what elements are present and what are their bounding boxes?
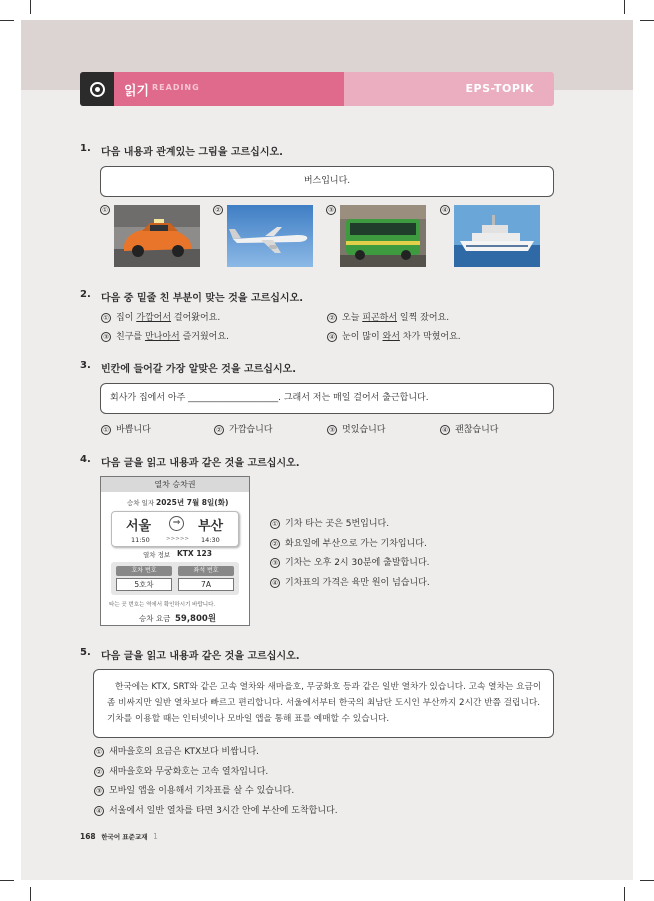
question-prompt: 다음 글을 읽고 내용과 같은 것을 고르십시오. xyxy=(101,458,300,469)
reading-icon xyxy=(80,72,114,106)
page-footer xyxy=(80,832,158,841)
crop-mark xyxy=(0,20,14,21)
car-number: 5호차 xyxy=(116,578,172,591)
question-number: 1. xyxy=(80,143,91,154)
fare-label: 승차 요금 xyxy=(139,614,171,623)
train-label: 열차 정보 xyxy=(143,551,171,559)
arrive-time: 14:30 xyxy=(201,536,220,544)
car-label: 호차 번호 xyxy=(116,566,172,576)
section-header xyxy=(80,72,554,106)
option-mark[interactable]: ④ xyxy=(440,205,455,215)
question-number: 3. xyxy=(80,360,91,371)
answer-option[interactable]: ③ 모바일 앱을 이용해서 기차표를 살 수 있습니다. xyxy=(94,783,294,796)
crop-mark xyxy=(624,0,625,14)
ship-picture[interactable] xyxy=(454,205,540,267)
answer-option[interactable]: ① 집이 가깝어서 걸어왔어요. xyxy=(101,310,220,323)
depart-time: 11:50 xyxy=(131,536,150,544)
answer-option[interactable]: ① 바쁩니다 xyxy=(101,422,151,435)
option-mark[interactable]: ③ xyxy=(326,205,341,215)
to-city: 부산 xyxy=(198,519,224,534)
crop-mark xyxy=(640,880,654,881)
platform-note: 타는 곳 번호는 역에서 확인하시기 바랍니다. xyxy=(109,602,216,608)
question-number: 4. xyxy=(80,454,91,465)
ticket-date: 2025년 7월 8일(화) xyxy=(156,498,229,507)
train-info: KTX 123 xyxy=(177,549,212,558)
seat-number: 7A xyxy=(178,578,234,591)
book-title: 한국어 표준교재 xyxy=(101,833,148,841)
answer-option[interactable]: ④ 눈이 많이 와서 차가 막혔어요. xyxy=(327,329,461,342)
question-prompt: 빈칸에 들어갈 가장 알맞은 것을 고르십시오. xyxy=(101,364,297,375)
question-number: 5. xyxy=(80,647,91,658)
section-subtitle: READING xyxy=(152,83,200,92)
page-number: 168 xyxy=(80,832,96,841)
train-ticket xyxy=(100,476,250,626)
direction-dots: >>>>> xyxy=(166,536,190,542)
answer-option[interactable]: ④ 서울에서 일반 열차를 타면 3시간 안에 부산에 도착합니다. xyxy=(94,803,338,816)
question-prompt: 다음 중 밑줄 친 부분이 맞는 것을 고르십시오. xyxy=(101,293,304,304)
answer-option[interactable]: ① 기차 타는 곳은 5번입니다. xyxy=(270,516,389,529)
bus-picture[interactable] xyxy=(340,205,426,267)
section-title: 읽기 xyxy=(124,84,150,99)
answer-option[interactable]: ③ 친구를 만나아서 즐거웠어요. xyxy=(101,329,229,342)
route-card xyxy=(111,511,239,547)
airplane-picture[interactable] xyxy=(227,205,313,267)
answer-option[interactable]: ④ 기차표의 가격은 육만 원이 넘습니다. xyxy=(270,575,430,588)
question-prompt: 다음 내용과 관계있는 그림을 고르십시오. xyxy=(101,147,283,158)
ticket-title: 열차 승차권 xyxy=(101,477,249,492)
seat-panel xyxy=(111,562,239,595)
book-part: 1 xyxy=(153,832,158,841)
answer-option[interactable]: ④ 괜찮습니다 xyxy=(440,422,498,435)
from-city: 서울 xyxy=(126,519,152,534)
answer-option[interactable]: ② 가깝습니다 xyxy=(214,422,272,435)
crop-mark xyxy=(0,880,14,881)
reading-passage: 한국에는 KTX, SRT와 같은 고속 열차와 새마을호, 무궁화호 등과 같은 일반 열차가 있습니다. 고속 열차는 요금이 좀 비싸지만 일반 열차보다 빠르고 편리합니다. 서울에서부터 한국의 최남단 도시인 부산까지 2시간 반쯤 걸립니다. 기차를 이용할 때는 인터넷이나 모바일 앱을 통해 표를 예매할 수 있습니다. xyxy=(93,669,554,738)
answer-option[interactable]: ③ 기차는 오후 2시 30분에 출발합니다. xyxy=(270,555,430,568)
crop-mark xyxy=(624,887,625,901)
arrow-icon: ⇒ xyxy=(169,516,184,531)
question-prompt: 다음 글을 읽고 내용과 같은 것을 고르십시오. xyxy=(101,651,300,662)
answer-option[interactable]: ② 화요일에 부산으로 가는 기차입니다. xyxy=(270,536,427,549)
crop-mark xyxy=(30,887,31,901)
date-label: 승차 일자 xyxy=(127,499,155,507)
fare-amount: 59,800원 xyxy=(175,614,217,624)
question-box: 회사가 집에서 아주 ____________________. 그래서 저는 매일 걸어서 출근합니다. xyxy=(100,383,554,414)
answer-option[interactable]: ③ 멋있습니다 xyxy=(327,422,385,435)
seat-label: 좌석 번호 xyxy=(178,566,234,576)
answer-option[interactable]: ② 새마을호와 무궁화호는 고속 열차입니다. xyxy=(94,764,268,777)
question-box: 버스입니다. xyxy=(100,166,554,197)
option-mark[interactable]: ① xyxy=(100,205,115,215)
crop-mark xyxy=(30,0,31,14)
answer-option[interactable]: ② 오늘 피곤하서 일찍 잤어요. xyxy=(327,310,449,323)
option-mark[interactable]: ② xyxy=(213,205,228,215)
question-number: 2. xyxy=(80,289,91,300)
taxi-picture[interactable] xyxy=(114,205,200,267)
answer-option[interactable]: ① 새마을호의 요금은 KTX보다 비쌉니다. xyxy=(94,744,259,757)
brand-label: EPS-TOPIK xyxy=(465,82,534,95)
crop-mark xyxy=(640,20,654,21)
